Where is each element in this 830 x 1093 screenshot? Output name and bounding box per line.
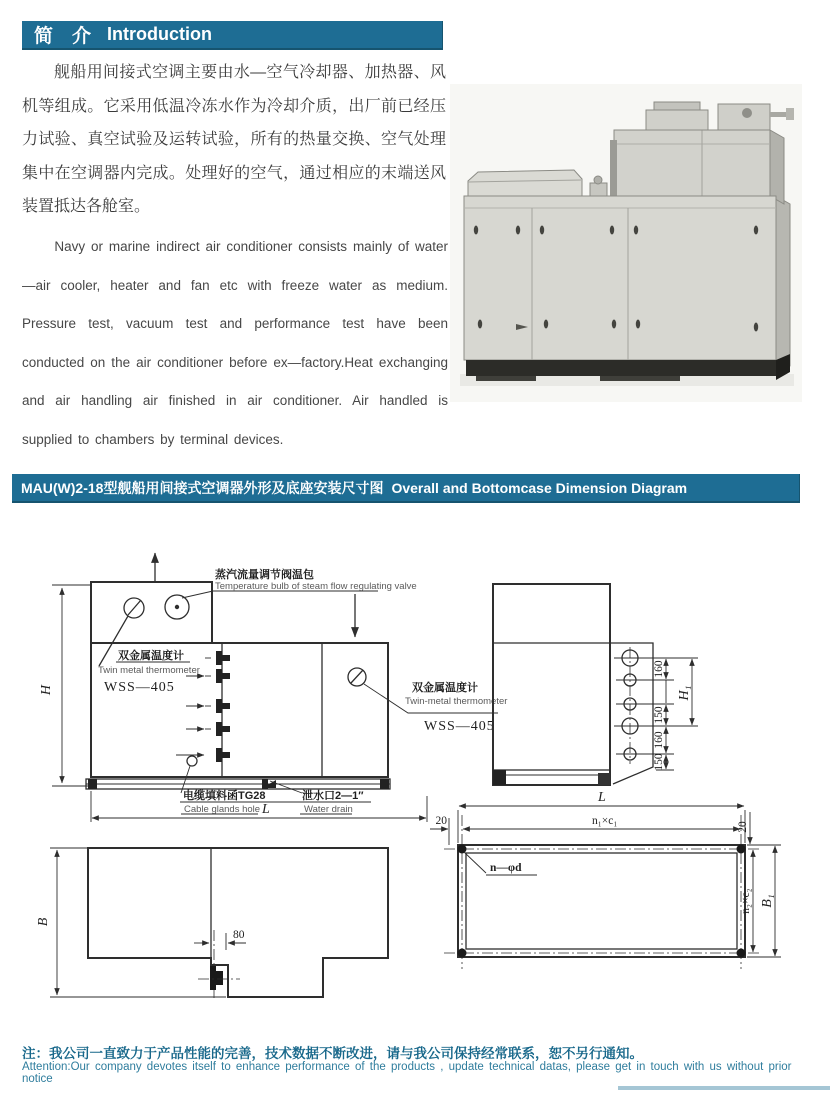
dim-L-base: L [598,790,606,805]
bottomcase-drawing [430,790,781,969]
dim-150-bottom: 150 [653,753,665,771]
dim-160-bottom: 160 [653,731,665,749]
intro-paragraph-zh: 舰船用间接式空调主要由水—空气冷却器、加热器、风机等组成。它采用低温冷冻水作为冷却介质，出厂前已经压力试验、真空试验及运转试验，所有的热量交换、空气处理集中在空调器内完成。处理好的空气，通过相应的末端送风装置抵达各舱室。 [22,64,446,215]
dimension-title-zh: MAU(W)2-18型舰船用间接式空调器外形及底座安装尺寸图 [21,479,384,496]
dim-L-front: L [262,802,270,817]
label-twin-thermometer-right-zh: 双金属温度计 [412,682,478,694]
label-steam-bulb-zh: 蒸汽流量调节阀温包 [215,569,314,581]
dim-n1c1: n₁×c₁ [592,815,618,827]
top-box-left [646,110,708,130]
dim-n2c2: n₂×c₂ [740,888,752,914]
label-wss-model-left: WSS—405 [104,680,175,695]
side-view-drawing [493,584,698,785]
plan-view-drawing [36,848,388,1000]
dim-H1: H₁ [677,685,692,701]
intro-title-zh: 简 介 [34,26,92,47]
cabinet-front [464,196,776,360]
dim-160-top: 160 [653,660,665,678]
footer-note-zh: 注：我公司一直致力于产品性能的完善，技术数据不断改进，请与我公司保持经常联系，恕不另行通知。 [22,1046,643,1061]
dim-80: 80 [233,929,245,941]
lid-box [468,170,582,196]
label-twin-thermometer-right-en: Twin-metal thermometer [405,696,508,707]
dim-20-left: 20 [435,815,447,827]
product-photo [450,84,802,402]
dim-B1: B₁ [760,894,775,908]
dim-H: H [39,684,54,696]
dim-150-mid: 150 [653,706,665,724]
dimension-diagram [0,520,830,1035]
label-steam-bulb-en: Temperature bulb of steam flow regulating valve [215,581,417,592]
front-view-drawing [39,553,507,822]
dimension-header-bar [12,474,800,503]
cabinet-side-face [776,196,790,374]
cabinet-base [466,360,776,376]
dim-B: B [36,917,51,927]
intro-title-en: Introduction [107,24,212,44]
dim-20-right: 20 [737,821,749,833]
label-water-drain-en: Water drain [304,804,353,815]
fan-section [614,130,770,196]
label-twin-thermometer-left-en: Twin metal thermometer [98,665,200,676]
dim-n-phi-d: n—φd [490,862,522,874]
dimension-title-en: Overall and Bottomcase Dimension Diagram [391,479,688,496]
footer-rule [618,1086,830,1090]
label-cable-gland-en: Cable glands hole [184,804,261,815]
label-cable-gland-zh: 电缆填料函TG28 [183,790,266,802]
intro-paragraph-en: Navy or marine indirect air conditioner consists mainly of water—air cooler, heater and fan etc with freeze water as medium. Pressure test, vacuum test and performance test have been conducted on the air conditioner before ex—factory.Heat exchanging and air handling air finished in air conditioner. Air handled is supplied to chambers by terminal devices. [22,239,448,447]
label-wss-model-right: WSS—405 [424,719,495,734]
intro-header-bar [22,21,443,50]
label-water-drain-zh: 泄水口2—1″ [302,790,364,802]
label-twin-thermometer-left-zh: 双金属温度计 [118,650,184,662]
footer-note-en: Attention:Our company devotes itself to enhance performance of the products , update technical datas, please get in touch with us without prior notice [22,1061,792,1085]
